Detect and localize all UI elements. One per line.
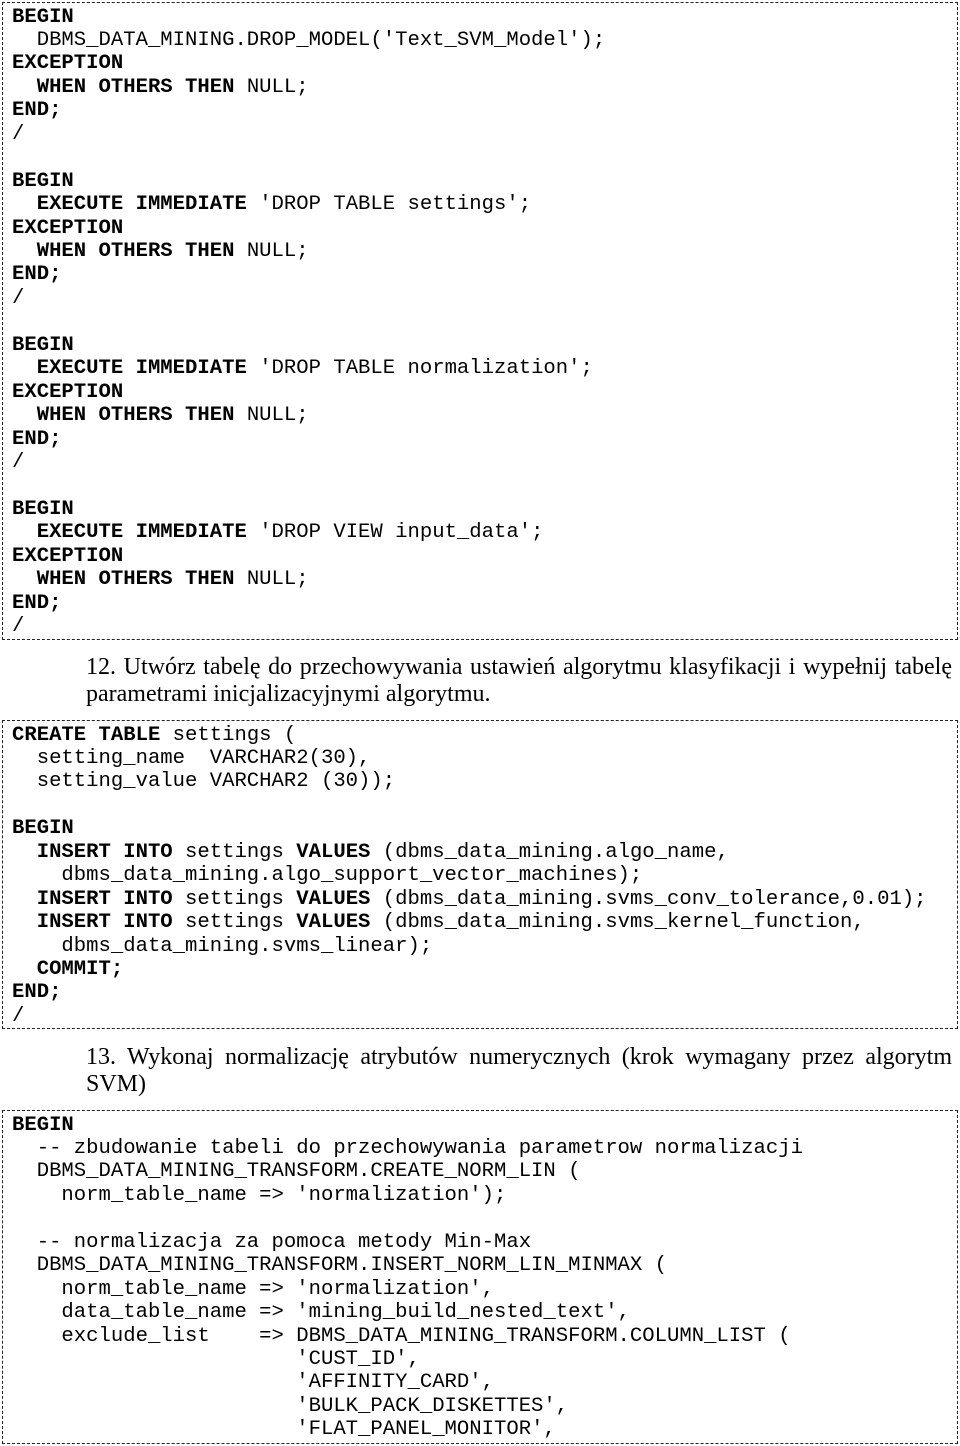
sql-keyword: INSERT <box>36 840 111 864</box>
sql-keyword: INTO <box>123 840 173 864</box>
code-line: CREATE TABLE settings ( <box>12 723 297 747</box>
code-line: -- zbudowanie tabeli do przechowywania parametrow normalizacji <box>12 1136 803 1160</box>
code-line <box>12 475 957 498</box>
code-line <box>12 310 957 333</box>
code-line <box>12 498 957 521</box>
sql-keyword: OTHERS <box>98 404 173 428</box>
code-line: WHEN OTHERS THEN NULL; <box>36 75 309 99</box>
code-line: INSERT INTO settings VALUES (dbms_data_mining.svms_conv_tolerance,0.01); <box>36 887 927 911</box>
code-line: setting_value VARCHAR2 (30)); <box>12 770 396 794</box>
code-line <box>12 1207 957 1230</box>
sql-keyword: WHEN <box>36 404 87 428</box>
task-number: 13. <box>86 1044 116 1070</box>
code-line: EXECUTE IMMEDIATE 'DROP VIEW input_data'; <box>36 521 544 545</box>
code-block-create-settings <box>2 720 958 1029</box>
code-line: DBMS_DATA_MINING_TRANSFORM.INSERT_NORM_LIN_MINMAX ( <box>12 1254 667 1278</box>
code-line: 'BULK_PACK_DISKETTES', <box>296 1394 569 1418</box>
task-item <box>86 654 952 708</box>
code-block-drop-objects <box>2 2 958 640</box>
sql-keyword: WHEN <box>36 568 87 592</box>
sql-keyword: BEGIN <box>12 169 74 193</box>
sql-keyword: WHEN <box>36 75 87 99</box>
sql-keyword: COMMIT; <box>36 958 124 982</box>
sql-keyword: TABLE <box>98 723 161 747</box>
sql-keyword: INSERT <box>36 911 111 935</box>
code-listing <box>12 6 957 639</box>
code-line <box>12 428 957 451</box>
task-item <box>86 1044 952 1098</box>
code-line: 'FLAT_PANEL_MONITOR', <box>296 1418 556 1442</box>
code-line: dbms_data_mining.algo_support_vector_machines); <box>12 864 643 888</box>
code-line <box>12 592 957 615</box>
sql-keyword: END; <box>12 591 62 615</box>
code-line <box>12 958 957 981</box>
code-line <box>12 817 957 840</box>
sql-keyword: THEN <box>185 404 235 428</box>
code-line <box>12 52 957 75</box>
sql-keyword: END; <box>12 263 62 287</box>
code-line: INSERT INTO settings VALUES (dbms_data_mining.svms_kernel_function, <box>36 911 865 935</box>
sql-keyword: IMMEDIATE <box>135 357 247 381</box>
code-line: WHEN OTHERS THEN NULL; <box>36 568 309 592</box>
code-line: dbms_data_mining.svms_linear); <box>12 934 433 958</box>
code-line: 'AFFINITY_CARD', <box>296 1371 494 1395</box>
sql-keyword: BEGIN <box>12 817 74 841</box>
code-line: norm_table_name => 'normalization'); <box>12 1183 507 1207</box>
code-line <box>12 6 957 29</box>
sql-keyword: EXECUTE <box>36 357 124 381</box>
code-listing <box>12 1114 957 1442</box>
sql-keyword: IMMEDIATE <box>135 521 247 545</box>
code-line: 'CUST_ID', <box>296 1348 420 1372</box>
code-line: -- normalizacja za pomoca metody Min-Max <box>12 1230 532 1254</box>
sql-keyword: EXCEPTION <box>12 544 124 568</box>
code-line: EXECUTE IMMEDIATE 'DROP TABLE normalization'; <box>36 357 593 381</box>
code-line: / <box>12 122 25 146</box>
code-listing <box>12 724 957 1029</box>
code-line: WHEN OTHERS THEN NULL; <box>36 404 309 428</box>
code-line <box>12 381 957 404</box>
sql-keyword: END; <box>12 427 62 451</box>
sql-keyword: VALUES <box>296 887 371 911</box>
sql-keyword: EXCEPTION <box>12 216 124 240</box>
sql-keyword: OTHERS <box>98 568 173 592</box>
sql-keyword: EXCEPTION <box>12 52 124 76</box>
code-line <box>12 217 957 240</box>
code-line <box>12 170 957 193</box>
task-text: Wykonaj normalizację atrybutów numerycznych (krok wymagany przez algorytm SVM) <box>86 1044 952 1097</box>
code-line <box>12 146 957 169</box>
code-line: INSERT INTO settings VALUES (dbms_data_mining.algo_name, <box>36 840 729 864</box>
code-line <box>12 981 957 1004</box>
sql-keyword: CREATE <box>12 723 87 747</box>
task-text: Utwórz tabelę do przechowywania ustawień algorytmu klasyfikacji i wypełnij tabelę parametrami inicjalizacyjnymi algorytmu. <box>86 654 953 707</box>
code-line <box>12 794 957 817</box>
code-line <box>12 99 957 122</box>
sql-keyword: IMMEDIATE <box>135 193 247 217</box>
sql-keyword: EXECUTE <box>36 521 124 545</box>
code-line: / <box>12 286 25 310</box>
code-line: DBMS_DATA_MINING.DROP_MODEL('Text_SVM_Model'); <box>12 28 606 52</box>
sql-keyword: BEGIN <box>12 5 74 29</box>
sql-keyword: WHEN <box>36 240 87 264</box>
code-line: / <box>12 451 25 475</box>
task-number: 12. <box>86 654 116 680</box>
sql-keyword: EXCEPTION <box>12 380 124 404</box>
sql-keyword: END; <box>12 981 62 1005</box>
sql-keyword: THEN <box>185 240 235 264</box>
code-line <box>12 1114 957 1137</box>
sql-keyword: END; <box>12 99 62 123</box>
code-line: setting_name VARCHAR2(30), <box>12 746 371 770</box>
code-line: norm_table_name => 'normalization', <box>12 1277 494 1301</box>
code-line: / <box>12 1004 25 1028</box>
code-line: exclude_list => DBMS_DATA_MINING_TRANSFORM.COLUMN_LIST ( <box>12 1324 791 1348</box>
sql-keyword: OTHERS <box>98 75 173 99</box>
sql-keyword: VALUES <box>296 840 371 864</box>
code-line: EXECUTE IMMEDIATE 'DROP TABLE settings'; <box>36 193 532 217</box>
code-line: DBMS_DATA_MINING_TRANSFORM.CREATE_NORM_LIN ( <box>12 1160 581 1184</box>
code-line: / <box>12 615 25 639</box>
code-line <box>12 334 957 357</box>
code-line <box>12 545 957 568</box>
code-line <box>12 263 957 286</box>
code-line: WHEN OTHERS THEN NULL; <box>36 240 309 264</box>
sql-keyword: THEN <box>185 568 235 592</box>
sql-keyword: INTO <box>123 911 173 935</box>
sql-keyword: THEN <box>185 75 235 99</box>
sql-keyword: BEGIN <box>12 498 74 522</box>
sql-keyword: INTO <box>123 887 173 911</box>
sql-keyword: VALUES <box>296 911 371 935</box>
sql-keyword: BEGIN <box>12 1113 74 1137</box>
sql-keyword: BEGIN <box>12 333 74 357</box>
sql-keyword: OTHERS <box>98 240 173 264</box>
sql-keyword: EXECUTE <box>36 193 124 217</box>
sql-keyword: INSERT <box>36 887 111 911</box>
code-block-normalization <box>2 1110 958 1444</box>
code-line: data_table_name => 'mining_build_nested_text', <box>12 1301 630 1325</box>
